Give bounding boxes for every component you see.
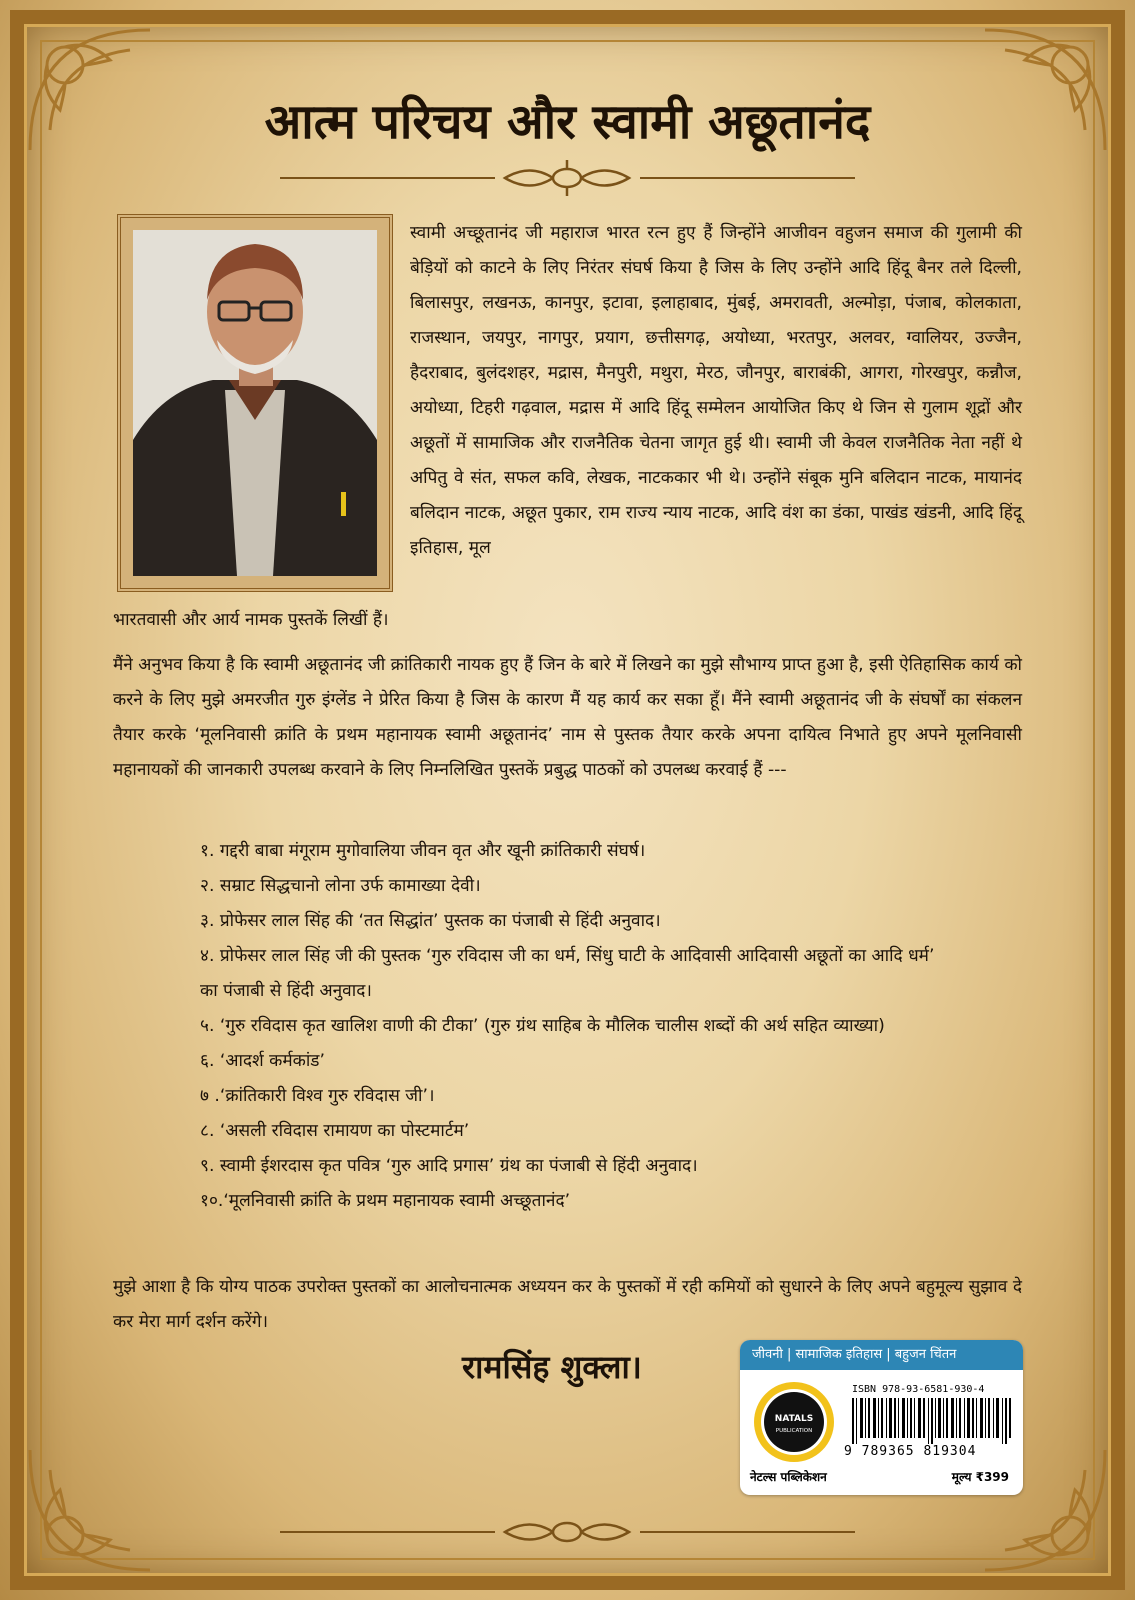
title-divider-ornament-icon <box>280 158 855 198</box>
category-bar: जीवनी | सामाजिक इतिहास | बहुजन चिंतन <box>740 1340 1023 1370</box>
list-item: १०.‘मूलनिवासी क्रांति के प्रथम महानायक स्वामी अच्छूतानंद’ <box>200 1191 571 1211</box>
list-item: ८. ‘असली रविदास रामायण का पोस्टमार्टम’ <box>200 1121 470 1141</box>
book-list <box>200 834 940 1219</box>
corner-ornament-icon <box>20 1440 160 1580</box>
list-item: ३. प्रोफेसर लाल सिंह की ‘तत सिद्धांत’ पुस्तक का पंजाबी से हिंदी अनुवाद। <box>200 911 661 931</box>
author-experience-paragraph: मैंने अनुभव किया है कि स्वामी अछूतानंद जी क्रांतिकारी नायक हुए हैं जिन के बारे में लिखने का मुझे सौभाग्य प्राप्त हुआ है, इसी ऐतिहासिक कार्य को करने के लिए मुझे अमरजीत गुरु इंग्लेंड ने प्रेरित किया है जिस के कारण मैं यह कार्य कर सका हूँ। मैंने स्वामी अछूतानंद जी के संघर्षों का संकलन तैयार करके ‘मूलनिवासी क्रांति के प्रथम महानायक स्वामी अछूतानंद’ नाम से पुस्तक तैयार करके अपना दायित्व निभाते हुए अपने मूलनिवासी महानायकों की जानकारी उपलब्ध करवाने के लिए निम्नलिखित पुस्तकें प्रबुद्ध पाठकों को उपलब्ध करवाई हैं --- <box>113 655 1022 780</box>
list-item: २. सम्राट सिद्धचानो लोना उर्फ कामाख्या देवी। <box>200 876 481 896</box>
list-item: ४. प्रोफेसर लाल सिंह जी की पुस्तक ‘गुरु रविदास जी का धर्म, सिंधु घाटी के आदिवासी आदिवासी अछूतों का आदि धर्म’ का पंजाबी से हिंदी अनुवाद। <box>200 946 935 1001</box>
list-item: ९. स्वामी ईशरदास कृत पवित्र ‘गुरु आदि प्रगास’ ग्रंथ का पंजाबी से हिंदी अनुवाद। <box>200 1156 698 1176</box>
bottom-divider-ornament-icon <box>280 1512 855 1552</box>
isbn-number: ISBN 978-93-6581-930-4 <box>852 1384 985 1395</box>
barcode-icon <box>852 1398 1012 1444</box>
closing-paragraph: मुझे आशा है कि योग्य पाठक उपरोक्त पुस्तकों का आलोचनात्मक अध्ययन कर के पुस्तकों में रही कमियों को सुधारने के लिए अपने बहुमूल्य सुझाव दे कर मेरा मार्ग दर्शन करेंगे। <box>113 1277 1022 1332</box>
author-portrait-frame <box>117 214 393 592</box>
author-photo-icon <box>133 230 377 576</box>
intro-paragraph: स्वामी अच्छूतानंद जी महाराज भारत रत्न हुए हैं जिन्होंने आजीवन वहुजन समाज की गुलामी की बेड़ियों को काटने के लिए निरंतर संघर्ष किया है जिस के लिए उन्होंने आदि हिंदू बैनर तले दिल्ली, बिलासपुर, लखनऊ, कानपुर, इटावा, इलाहाबाद, मुंबई, अमरावती, अल्मोड़ा, पंजाब, कोलकाता, राजस्थान, जयपुर, नागपुर, प्रयाग, छत्तीसगढ़, अयोध्या, भरतपुर, अलवर, ग्वालियर, उज्जैन, हैदराबाद, बुलंदशहर, मद्रास, मैनपुरी, मथुरा, मेरठ, जौनपुर, बाराबंकी, आगरा, गोरखपुर, कन्नौज, अयोध्या, टिहरी गढ़वाल, मद्रास में आदि हिंदू सम्मेलन आयोजित किए थे जिन से गुलाम शूद्रों और अछूतों में सामाजिक और राजनैतिक चेतना जागृत हुई थी। स्वामी जी केवल राजनैतिक नेता नहीं थे अपितु वे संत, सफल कवि, लेखक, नाटककार भी थे। उन्होंने संबूक मुनि बलिदान नाटक, मायानंद बलिदान नाटक, अछूत पुकार, राम राज्य न्याय नाटक, आदि वंश का डंका, पाखंड खंडनी, आदि हिंदू इतिहास, मूल <box>410 223 1022 558</box>
isbn-box <box>740 1340 1023 1495</box>
logo-text-line1: NATALS <box>774 1414 814 1424</box>
publisher-name: नेटल्स पब्लिकेशन <box>750 1470 827 1484</box>
publisher-logo-icon <box>752 1380 836 1464</box>
author-signature: रामसिंह शुक्ला। <box>462 1348 642 1386</box>
intro-paragraph-tail: भारतवासी और आर्य नामक पुस्तकें लिखीं हैं। <box>113 610 389 630</box>
list-item: १. गद्दरी बाबा मंगूराम मुगोवालिया जीवन वृत और खूनी क्रांतिकारी संघर्ष। <box>200 841 646 861</box>
barcode-number: 9 789365 819304 <box>844 1444 977 1459</box>
list-item: ५. ‘गुरु रविदास कृत खालिश वाणी की टीका’ (गुरु ग्रंथ साहिब के मौलिक चालीस शब्दों की अर्थ सहित व्याख्या) <box>200 1016 885 1036</box>
logo-text-line2: PUBLICATION <box>775 1428 813 1434</box>
list-item: ६. ‘आदर्श कर्मकांड’ <box>200 1051 325 1071</box>
price-label: मूल्य ₹399 <box>951 1470 1009 1484</box>
list-item: ७ .‘क्रांतिकारी विश्व गुरु रविदास जी’। <box>200 1086 435 1106</box>
author-portrait <box>133 230 377 576</box>
page-title: आत्म परिचय और स्वामी अछूतानंद <box>264 94 871 150</box>
